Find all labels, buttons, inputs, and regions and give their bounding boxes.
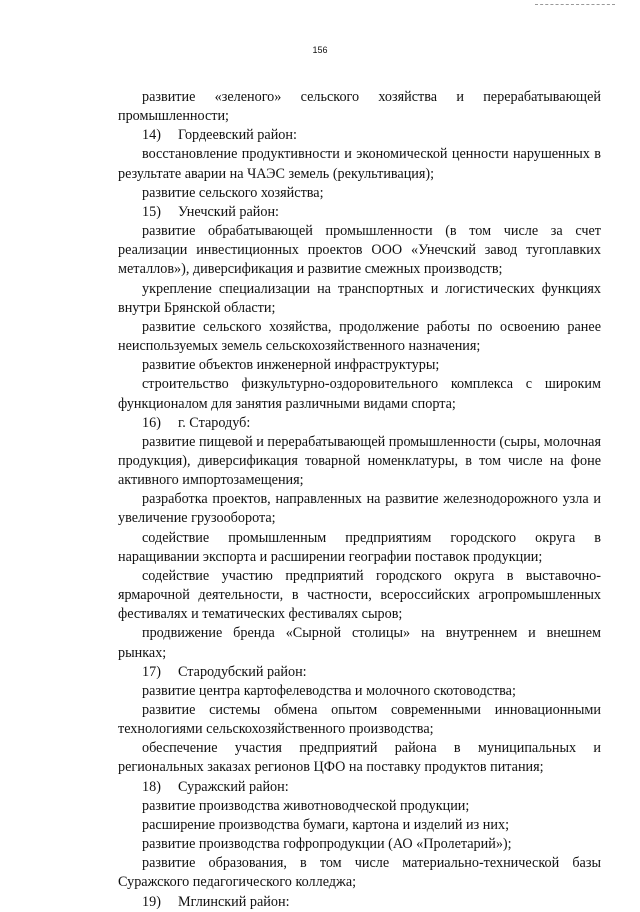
paragraph: развитие объектов инженерной инфраструктуры; — [142, 357, 440, 374]
section-heading-18 — [118, 778, 601, 797]
paragraph: восстановление продуктивности и экономической ценности нарушенных в результате аварии на ЧАЭС земель (рекультивация); — [118, 146, 601, 182]
paragraph: содействие промышленным предприятиям городского округа в наращивании экспорта и расширении географии поставок продукции; — [118, 529, 601, 565]
paragraph: строительство физкультурно-оздоровительного комплекса с широким функционалом для занятия различными видами спорта; — [118, 376, 601, 412]
section-heading-17 — [118, 663, 601, 682]
section-heading-15 — [118, 203, 601, 222]
paragraph: развитие пищевой и перерабатывающей промышленности (сыры, молочная продукция), диверсификация товарной номенклатуры, в том числе на фоне активного импортозамещения; — [118, 433, 601, 489]
section-number: 14) — [142, 127, 161, 144]
paragraph: развитие производства гофропродукции (АО «Пролетарий»); — [142, 836, 512, 853]
paragraph: укрепление специализации на транспортных и логистических функциях внутри Брянской области; — [118, 280, 601, 316]
paragraph: разработка проектов, направленных на развитие железнодорожного узла и увеличение грузооборота; — [118, 491, 601, 527]
paragraph: обеспечение участия предприятий района в муниципальных и региональных заказах регионов ЦФО на поставку продуктов питания; — [118, 740, 601, 776]
scan-edge-line — [535, 4, 615, 5]
paragraph: содействие участию предприятий городского округа в выставочно-ярмарочной деятельности, в частности, всероссийских агропромышленных фестивалях и тематических фестивалях сыров; — [118, 567, 601, 623]
section-number: 16) — [142, 414, 161, 431]
section-title: Гордеевский район: — [178, 127, 297, 144]
paragraph: расширение производства бумаги, картона и изделий из них; — [142, 816, 510, 833]
paragraph: развитие образования, в том числе материально-технической базы Суражского педагогического колледжа; — [118, 855, 601, 891]
paragraph: развитие центра картофелеводства и молочного скотоводства; — [142, 682, 516, 699]
paragraph: развитие «зеленого» сельского хозяйства и перерабатывающей промышленности; — [118, 89, 601, 125]
document-body — [118, 88, 601, 912]
section-title: Стародубский район: — [178, 663, 307, 680]
section-number: 19) — [142, 893, 161, 910]
paragraph: развитие сельского хозяйства, продолжение работы по освоению ранее неиспользуемых земель сельскохозяйственного назначения; — [118, 318, 601, 355]
section-title: г. Стародуб: — [178, 414, 251, 431]
section-heading-16 — [118, 414, 601, 433]
section-heading-19 — [118, 893, 601, 912]
paragraph: развитие системы обмена опытом современными инновационными технологиями сельскохозяйственного производства; — [118, 702, 601, 738]
section-title: Унечский район: — [178, 203, 280, 220]
section-heading-14 — [118, 126, 601, 145]
paragraph: продвижение бренда «Сырной столицы» на внутреннем и внешнем рынках; — [118, 625, 601, 661]
paragraph: развитие сельского хозяйства; — [142, 184, 324, 201]
section-title: Суражский район: — [178, 778, 289, 795]
section-title: Мглинский район: — [178, 893, 290, 910]
paragraph: развитие производства животноводческой продукции; — [142, 797, 470, 814]
section-number: 18) — [142, 778, 161, 795]
section-number: 15) — [142, 203, 161, 220]
paragraph: развитие обрабатывающей промышленности (в том числе за счет реализации инвестиционных проектов ООО «Унечский завод тугоплавких металлов»), диверсификация и развитие смежных производств; — [118, 223, 601, 278]
section-number: 17) — [142, 663, 161, 680]
page-number: 156 — [312, 45, 328, 55]
